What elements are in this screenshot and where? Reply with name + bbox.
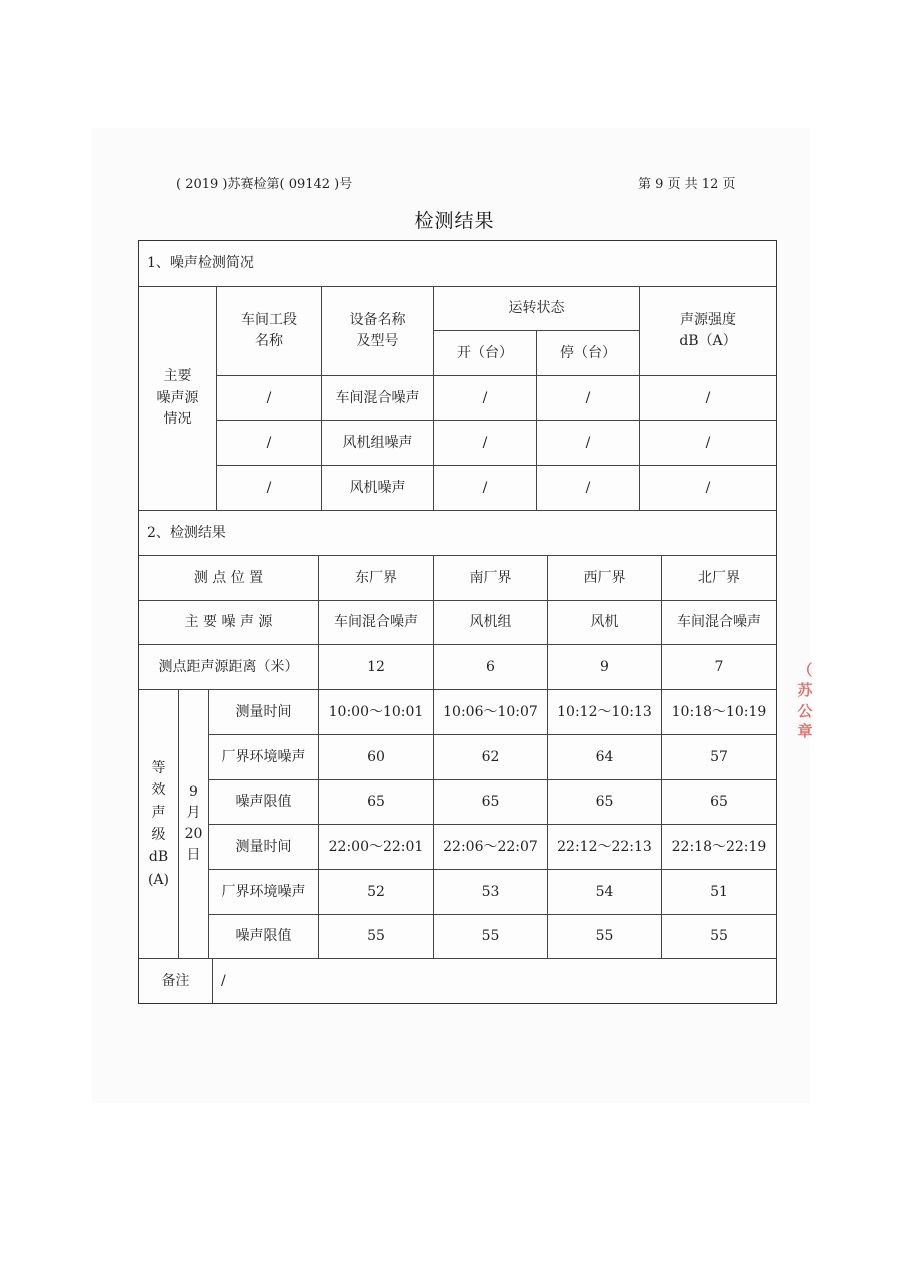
table-cell: / [640,466,776,511]
table-cell: 风机 [548,601,662,645]
table-cell: / [217,376,322,421]
label-noise-day: 厂界环境噪声 [209,735,319,780]
table-cell: / [640,376,776,421]
table-cell: 51 [662,870,776,915]
table-cell: 车间混合噪声 [322,376,434,421]
table-cell: 车间混合噪声 [319,601,434,645]
table-cell: 62 [434,735,548,780]
table-cell: 10:06～10:07 [434,690,548,735]
table-cell: 64 [548,735,662,780]
label-time-night: 测量时间 [209,825,319,870]
label-position: 测 点 位 置 [139,556,319,601]
col-intensity-header: 声源强度 dB（A） [640,287,776,376]
stamp-char: 章 [797,721,813,740]
col-workshop-header: 车间工段 名称 [217,287,322,376]
table-cell: 65 [319,780,434,825]
table-cell: / [434,376,537,421]
page-info: 第 9 页 共 12 页 [638,177,736,192]
label-noise-night: 厂界环境噪声 [209,870,319,915]
table-cell: 22:18～22:19 [662,825,776,870]
table-cell: 65 [662,780,776,825]
table-cell: 52 [319,870,434,915]
table-cell: 22:12～22:13 [548,825,662,870]
col-off-header: 停（台） [537,331,640,376]
table-cell: 9 [548,645,662,690]
results-table [138,240,777,1004]
table-cell: / [537,421,640,466]
col-on-header: 开（台） [434,331,537,376]
table-cell: 西厂界 [548,556,662,601]
label-time-day: 测量时间 [209,690,319,735]
stamp-char: 苏 [797,681,813,700]
side-label-equivalent-level: 等 效 声 级 dB (A) [139,690,179,959]
document-number: ( 2019 )苏赛检第( 09142 )号 [176,177,353,192]
section1-heading: 1、噪声检测简况 [139,241,776,287]
date-label: 9 月 20 日 [179,690,209,959]
table-cell: 22:00～22:01 [319,825,434,870]
page-title: 检测结果 [414,210,495,232]
table-cell: / [537,466,640,511]
table-cell: 东厂界 [319,556,434,601]
table-cell: 65 [548,780,662,825]
table-cell: 12 [319,645,434,690]
table-cell: / [434,466,537,511]
table-cell: 风机噪声 [322,466,434,511]
table-cell: 风机组 [434,601,548,645]
table-cell: 6 [434,645,548,690]
table-cell: 北厂界 [662,556,776,601]
table-cell: 南厂界 [434,556,548,601]
col-equipment-header: 设备名称 及型号 [322,287,434,376]
table-cell: / [537,376,640,421]
table-cell: 车间混合噪声 [662,601,776,645]
section1-row-label: 主要 噪声源 情况 [139,287,217,511]
stamp-char: （ [797,661,813,679]
table-cell: 22:06～22:07 [434,825,548,870]
table-cell: / [640,421,776,466]
table-cell: 10:12～10:13 [548,690,662,735]
table-cell: 57 [662,735,776,780]
remarks-value: / [221,972,226,989]
table-cell: 60 [319,735,434,780]
table-cell: 65 [434,780,548,825]
table-cell: 风机组噪声 [322,421,434,466]
label-limit-night: 噪声限值 [209,915,319,959]
table-cell: 55 [319,915,434,959]
table-cell: / [217,466,322,511]
label-source: 主 要 噪 声 源 [139,601,319,645]
label-distance: 测点距声源距离（米） [139,645,319,690]
stamp-char: 公 [797,701,813,720]
table-cell: 10:18～10:19 [662,690,776,735]
table-cell: 55 [434,915,548,959]
table-cell: / [217,421,322,466]
table-cell: 54 [548,870,662,915]
red-seal-stamp [790,660,820,770]
section2-heading: 2、检测结果 [139,511,776,556]
table-cell: 10:00～10:01 [319,690,434,735]
label-limit-day: 噪声限值 [209,780,319,825]
table-cell: 53 [434,870,548,915]
remarks-label: 备注 [139,959,213,1003]
table-cell: 7 [662,645,776,690]
table-cell: / [434,421,537,466]
col-status-header: 运转状态 [434,287,640,331]
table-cell: 55 [548,915,662,959]
table-cell: 55 [662,915,776,959]
